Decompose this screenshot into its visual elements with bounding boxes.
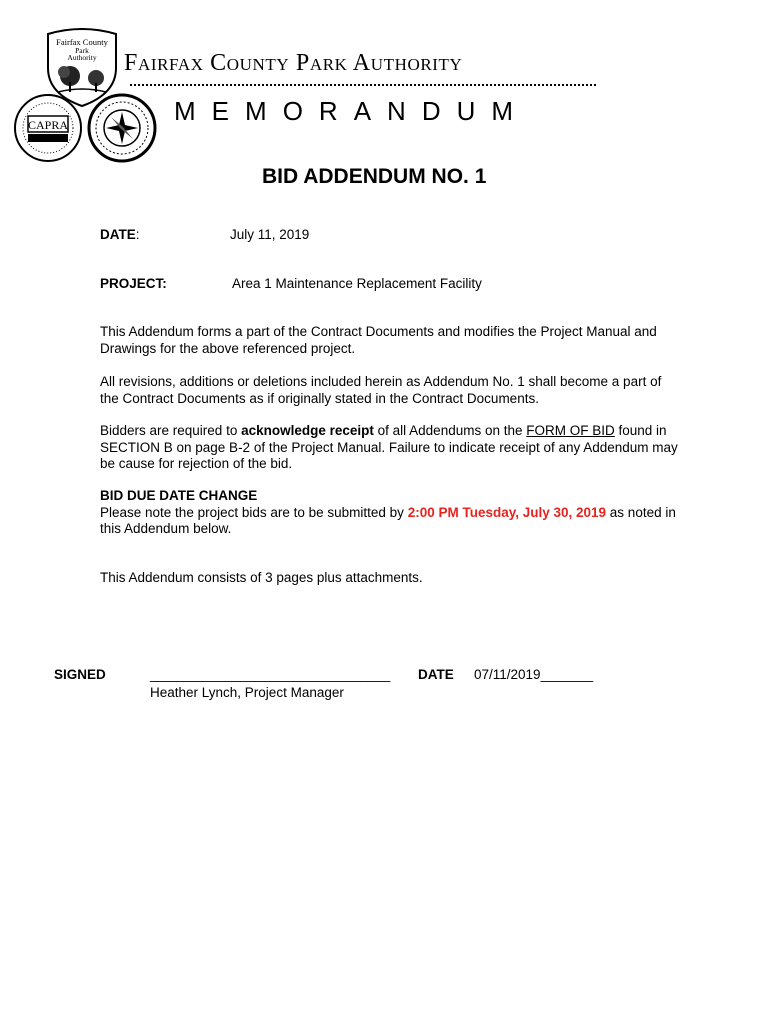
- organization-name: Fairfax County Park Authority: [124, 50, 463, 76]
- text-run: Bidders are required to: [100, 423, 242, 438]
- signature-date-label: DATE: [418, 667, 454, 682]
- memo-letter: N: [387, 96, 410, 126]
- project-label: PROJECT:: [100, 276, 167, 291]
- memo-letter: U: [456, 96, 480, 126]
- paragraph-text: This Addendum forms a part of the Contract Documents and modifies the Project Manual and Drawings for the above referenced project.: [100, 324, 657, 356]
- memo-letter: D: [421, 96, 445, 126]
- paragraph-text: [100, 423, 680, 473]
- paragraph-text: All revisions, additions or deletions included herein as Addendum No. 1 shall become a part of the Contract Documents as if originally stated in the Contract Documents.: [100, 374, 662, 406]
- acknowledge-receipt-emphasis: acknowledge receipt: [241, 423, 374, 438]
- date-value: July 11, 2019: [230, 227, 310, 242]
- memo-letter: E: [211, 96, 234, 126]
- paragraph-contract-docs: [100, 324, 680, 357]
- memo-letter: A: [353, 96, 376, 126]
- document-title: BID ADDENDUM NO. 1: [262, 165, 487, 188]
- memo-letter: O: [282, 96, 307, 126]
- date-label-text: DATE: [100, 227, 136, 242]
- paragraph-revisions: [100, 374, 680, 407]
- text-run: of all Addendums on the: [373, 423, 527, 438]
- memorandum-heading: [174, 96, 529, 127]
- paragraph-acknowledge: [100, 423, 680, 473]
- signer-name: Heather Lynch, Project Manager: [150, 685, 344, 700]
- text-run: found in SECTION B on page B-2 of the Project Manual. Failure to indicate receipt of any Addendum may be cause for rejection of the bid.: [100, 423, 678, 471]
- signature-line: ________________________________: [150, 667, 391, 682]
- form-of-bid-reference: FORM OF BID: [526, 423, 615, 438]
- deadline-text: 2:00 PM Tuesday, July 30, 2019: [407, 504, 607, 520]
- capra-text: CAPRA: [27, 118, 69, 132]
- date-label: [100, 227, 140, 242]
- memo-letter: M: [491, 96, 518, 126]
- logo-text-line-1: Fairfax County: [56, 37, 108, 47]
- paragraph-page-count: [100, 570, 680, 587]
- logo-text-line-2: Park: [75, 46, 89, 55]
- capra-accreditation-seal: [12, 92, 84, 164]
- date-label-colon: :: [135, 227, 140, 242]
- county-seal: [86, 92, 158, 164]
- signed-label: SIGNED: [54, 667, 106, 682]
- bid-due-date-change-section: [100, 488, 680, 538]
- project-value: Area 1 Maintenance Replacement Facility: [232, 276, 482, 291]
- memo-letter: M: [245, 96, 271, 126]
- text-run: as noted in this Addendum below.: [100, 504, 676, 536]
- bid-due-date-heading: BID DUE DATE CHANGE: [100, 488, 258, 503]
- text-run: Please note the project bids are to be submitted by: [100, 504, 408, 520]
- header-dotted-rule: [130, 84, 596, 86]
- memo-letter: R: [318, 96, 342, 126]
- signature-date-value: 07/11/2019_______: [474, 667, 594, 682]
- paragraph-text: [100, 505, 680, 538]
- logo-text-line-3: Authority: [67, 53, 97, 62]
- memo-letter: M: [174, 96, 200, 126]
- paragraph-text: This Addendum consists of 3 pages plus attachments.: [100, 570, 423, 585]
